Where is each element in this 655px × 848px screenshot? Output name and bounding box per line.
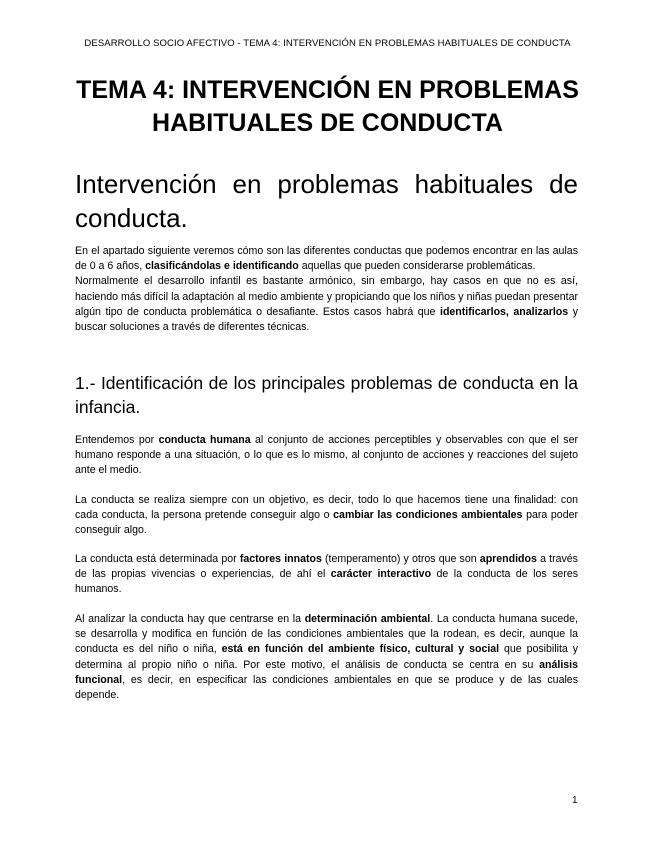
main-title-line1: TEMA 4: INTERVENCIÓN EN PROBLEMAS	[76, 76, 579, 104]
p4-bold: cambiar las condiciones ambientales	[333, 509, 523, 522]
main-title	[60, 74, 595, 140]
p5-text-a: La conducta está determinada por	[75, 553, 240, 565]
p3-bold: conducta humana	[158, 434, 251, 446]
p5-bold-d: aprendidos	[479, 553, 537, 565]
p6-bold-d: está en función del ambiente físico, cultural y social	[221, 643, 500, 656]
section-title: Intervención en problemas habituales de conducta.	[75, 169, 578, 233]
p6-text-g: , es decir, en especificar las condiciones ambientales en que se produce y de las cuales depende.	[75, 673, 578, 702]
p3-text-end: al conjunto de acciones perceptibles y observables con que el ser humano responde a una situación, o lo que es lo mismo, al conjunto de acciones y reacciones del sujeto ante el medio.	[75, 434, 578, 477]
p5-text-g: de la conducta de los seres humanos.	[75, 568, 579, 596]
intro-block	[75, 244, 578, 335]
p3-text: Entendemos por	[75, 434, 159, 446]
p4-text-end: para poder conseguir algo.	[75, 509, 579, 537]
p5-text-c: (temperamento) y otros que son	[321, 553, 480, 565]
subsection-title: 1.- Identificación de los principales problemas de conducta en la infancia.	[75, 373, 578, 417]
intro-p2-text: Normalmente el desarrollo infantil es bastante armónico, sin embargo, hay casos en que no es así, haciendo más difícil la adaptación al medio ambiente y propiciando que los niños y niñas puedan presentar algún tipo de conducta problemática o desafiante. Estos casos habrá que	[75, 275, 578, 318]
paragraph-objetivo	[75, 493, 578, 539]
p6-text-e: que posibilita y determina al propio niño o niña. Por este motivo, el análisis de conducta se centra en su	[75, 643, 578, 671]
intro-p1-bold: clasificándolas e identificando	[145, 260, 299, 273]
p5-bold-f: carácter interactivo	[330, 568, 432, 581]
p4-text: La conducta se realiza siempre con un objetivo, es decir, todo lo que hacemos tiene una finalidad: con cada conducta, la persona pretende conseguir algo o	[75, 494, 578, 522]
paragraph-factores	[75, 552, 578, 598]
p6-bold-f: análisis funcional	[75, 658, 578, 686]
paragraph-analisis	[75, 612, 578, 703]
main-title-line2: HABITUALES DE CONDUCTA	[152, 109, 503, 137]
intro-p2-text-end: y buscar soluciones a través de diferentes técnicas.	[75, 305, 579, 334]
p6-text-a: Al analizar la conducta hay que centrarse en la	[75, 613, 305, 625]
running-header: DESARROLLO SOCIO AFECTIVO - TEMA 4: INTERVENCIÓN EN PROBLEMAS HABITUALES DE CONDUCTA	[84, 38, 571, 49]
p5-bold-a: factores innatos	[239, 553, 322, 565]
p6-bold-b: determinación ambiental	[304, 613, 431, 625]
p5-text-e: a través de las propias vivencias o experiencias, de ahí el	[75, 553, 578, 581]
p6-text-c: . La conducta humana sucede, se desarrolla y modifica en función de las condiciones ambientales que la rodean, es decir, aunque la conducta es del niño o niña,	[75, 613, 578, 656]
intro-p2-bold: identificarlos, analizarlos	[440, 305, 569, 318]
paragraph-conducta-humana	[75, 433, 578, 479]
intro-p1-text: En el apartado siguiente veremos cómo son las diferentes conductas que podemos encontrar en las aulas de 0 a 6 años,	[75, 245, 578, 273]
intro-p1-text-end: aquellas que pueden considerarse problemáticas.	[298, 260, 536, 273]
page-number: 1	[572, 795, 578, 806]
